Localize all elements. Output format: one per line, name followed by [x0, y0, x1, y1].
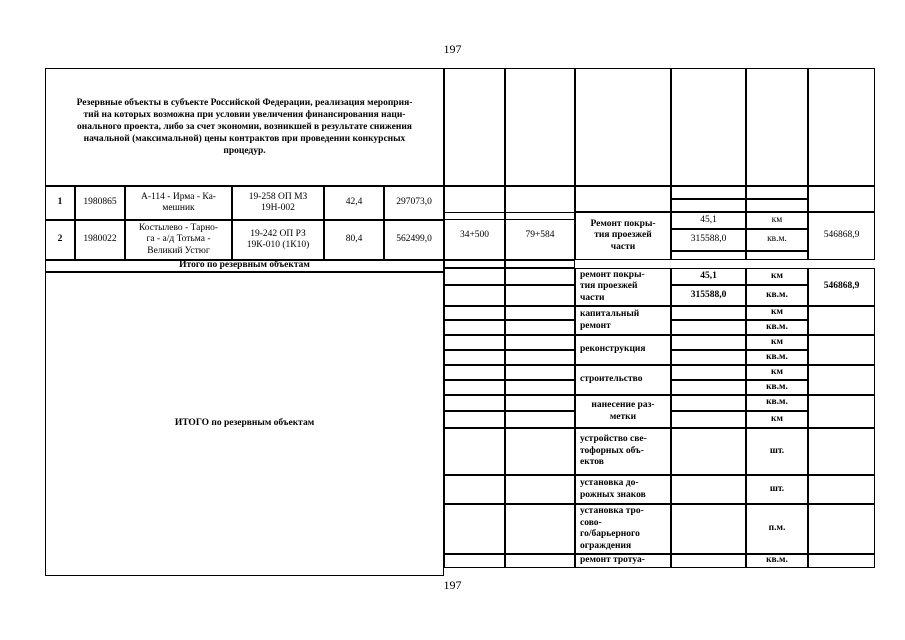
total-pavement-km: 45,1	[671, 268, 746, 285]
totals-empty-cell	[444, 554, 505, 568]
page-number-top: 197	[443, 42, 462, 56]
row-1-empty	[746, 186, 808, 199]
row-2-length: 80,4	[324, 220, 384, 260]
row-1-road-name: А-114 - Ирма - Ка- мешник	[125, 186, 232, 220]
capital-repair-sum	[808, 306, 875, 335]
totals-empty-cell	[444, 504, 505, 554]
grand-total-label: ИТОГО по резервным объектам	[45, 272, 444, 576]
totals-empty-cell	[444, 306, 505, 320]
total-pavement-unit-km: км	[746, 268, 808, 285]
total-pavement-sum: 546868,9	[808, 268, 875, 306]
marking-sum	[808, 395, 875, 428]
row-1-empty	[746, 199, 808, 212]
row-1-length: 42,4	[324, 186, 384, 220]
totals-empty-cell	[505, 554, 575, 568]
row-1-number: 1	[45, 186, 75, 220]
row-2-empty	[746, 251, 808, 260]
capital-repair-label: капитальный ремонт	[575, 306, 671, 335]
totals-empty-cell	[505, 395, 575, 411]
totals-empty-cell	[505, 285, 575, 306]
barrier-sum	[808, 504, 875, 554]
construction-unit-km: км	[746, 365, 808, 380]
header-empty-cell	[505, 68, 575, 186]
totals-empty-cell	[505, 320, 575, 335]
traffic-lights-value	[671, 428, 746, 475]
barrier-label: установка тро- сово- го/барьерного ограждения	[575, 504, 671, 554]
row-2-unit-area: кв.м.	[746, 229, 808, 251]
header-empty-cell	[444, 68, 505, 186]
row-1-empty	[671, 186, 746, 199]
table-header-text: Резервные объекты в субъекте Российской Федерации, реализация мероприя- тий на которых возможна при условии увеличения финансирования наци- онального проекта, либо за счет экономии, возникшей в результате снижения начальной (максимальной) цены контрактов при проведении конкурсных процедур.	[45, 68, 444, 186]
construction-area-value	[671, 380, 746, 395]
totals-empty-cell	[505, 350, 575, 365]
totals-empty-cell	[505, 260, 575, 268]
reconstruction-unit-km: км	[746, 335, 808, 350]
road-signs-value	[671, 475, 746, 504]
marking-unit-km: км	[746, 411, 808, 428]
marking-unit-area: кв.м.	[746, 395, 808, 411]
row-2-unit-km: км	[746, 212, 808, 229]
totals-empty-cell	[505, 365, 575, 380]
capital-repair-unit-km: км	[746, 306, 808, 320]
totals-empty-cell	[444, 285, 505, 306]
totals-empty-cell	[444, 335, 505, 350]
marking-area-value	[671, 395, 746, 411]
row-1-empty	[808, 186, 875, 212]
row-2-cost: 562499,0	[384, 220, 444, 260]
construction-label: строительство	[575, 365, 671, 395]
row-2-number: 2	[45, 220, 75, 260]
subtotal-label: Итого по резервным объектам	[45, 260, 444, 272]
reconstruction-label: реконструкция	[575, 335, 671, 365]
road-signs-sum	[808, 475, 875, 504]
marking-label: нанесение раз- метки	[575, 395, 671, 428]
totals-empty-cell	[505, 428, 575, 475]
header-empty-cell	[575, 68, 671, 186]
row-2-work-type: Ремонт покры- тия проезжей части	[575, 212, 671, 260]
totals-empty-cell	[505, 380, 575, 395]
sidewalk-label: ремонт тротуа-	[575, 554, 671, 568]
reconstruction-sum	[808, 335, 875, 365]
sidewalk-value	[671, 554, 746, 568]
totals-empty-cell	[444, 268, 505, 285]
totals-empty-cell	[505, 475, 575, 504]
row-1-cost: 297073,0	[384, 186, 444, 220]
road-signs-unit: шт.	[746, 475, 808, 504]
header-empty-cell	[746, 68, 808, 186]
row-2-road-code: 19-242 ОП РЗ 19К-010 (1К10)	[232, 220, 324, 260]
row-2-km-end: 79+584	[505, 212, 575, 260]
row-2-empty	[671, 251, 746, 260]
construction-unit-area: кв.м.	[746, 380, 808, 395]
totals-empty-cell	[444, 320, 505, 335]
road-signs-label: установка до- рожных знаков	[575, 475, 671, 504]
construction-km-value	[671, 365, 746, 380]
totals-empty-cell	[444, 411, 505, 428]
sidewalk-unit: кв.м.	[746, 554, 808, 568]
header-empty-cell	[671, 68, 746, 186]
reconstruction-area-value	[671, 350, 746, 365]
capital-repair-area-value	[671, 320, 746, 335]
traffic-lights-unit: шт.	[746, 428, 808, 475]
page-number-bottom: 197	[443, 578, 462, 592]
capital-repair-unit-area: кв.м.	[746, 320, 808, 335]
totals-empty-cell	[505, 504, 575, 554]
row-2-value-km: 45,1	[671, 212, 746, 229]
totals-empty-cell	[444, 260, 505, 268]
barrier-unit: п.м.	[746, 504, 808, 554]
marking-km-value	[671, 411, 746, 428]
total-pavement-label: ремонт покры- тия проезжей части	[575, 268, 671, 306]
totals-empty-cell	[444, 350, 505, 365]
row-1-empty	[575, 186, 671, 212]
total-pavement-unit-area: кв.м.	[746, 285, 808, 306]
totals-empty-cell	[444, 428, 505, 475]
totals-empty-cell	[444, 395, 505, 411]
totals-empty-cell	[444, 365, 505, 380]
row-2-id: 1980022	[75, 220, 125, 260]
construction-sum	[808, 365, 875, 395]
totals-empty-cell	[505, 411, 575, 428]
traffic-lights-label: устройство све- тофорных объ- ектов	[575, 428, 671, 475]
row-2-km-start: 34+500	[444, 212, 505, 260]
row-1-empty	[671, 199, 746, 212]
totals-empty-cell	[444, 380, 505, 395]
totals-empty-cell	[444, 475, 505, 504]
traffic-lights-sum	[808, 428, 875, 475]
sidewalk-sum	[808, 554, 875, 568]
totals-empty-cell	[505, 306, 575, 320]
row-2-road-name: Костылево - Тарно- га - а/д Тотьма - Великий Устюг	[125, 220, 232, 260]
row-2-total: 546868,9	[808, 212, 875, 260]
total-pavement-area: 315588,0	[671, 285, 746, 306]
reconstruction-unit-area: кв.м.	[746, 350, 808, 365]
row-2-value-area: 315588,0	[671, 229, 746, 251]
barrier-value	[671, 504, 746, 554]
totals-empty-cell	[505, 268, 575, 285]
header-empty-cell	[808, 68, 875, 186]
row-1-id: 1980865	[75, 186, 125, 220]
totals-empty-cell	[505, 335, 575, 350]
row-1-road-code: 19-258 ОП МЗ 19Н-002	[232, 186, 324, 220]
reconstruction-km-value	[671, 335, 746, 350]
capital-repair-km-value	[671, 306, 746, 320]
